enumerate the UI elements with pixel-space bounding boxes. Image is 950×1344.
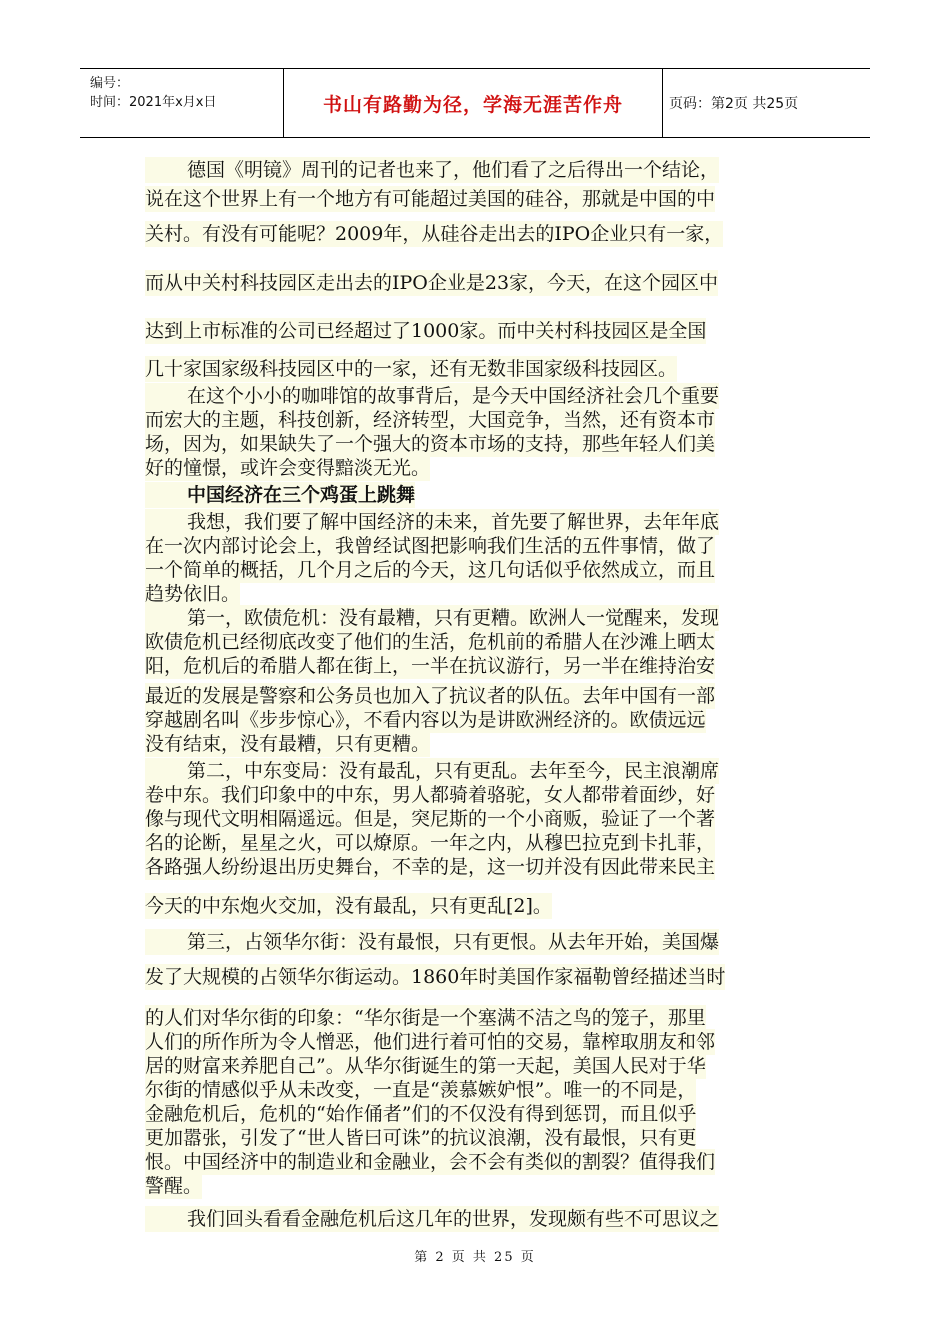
number-label: 编号： xyxy=(90,76,130,91)
header-page-info: 页码：第2页 共25页 xyxy=(669,96,799,112)
header-motto: 书山有路勤为径，学海无涯苦作舟 xyxy=(322,93,623,116)
body-line: 说在这个世界上有一个地方有可能超过美国的硅谷，那就是中国的中 xyxy=(145,188,716,210)
body-line: 几十家国家级科技园区中的一家，还有无数非国家级科技园区。 xyxy=(145,358,678,380)
section-heading: 中国经济在三个鸡蛋上跳舞 xyxy=(145,482,415,508)
body-line: 在这个小小的咖啡馆的故事背后，是今天中国经济社会几个重要 xyxy=(145,383,719,409)
body-line: 各路强人纷纷退出历史舞台，不幸的是，这一切并没有因此带来民主 xyxy=(145,856,716,878)
header-meta xyxy=(80,69,284,137)
body-line: 的人们对华尔街的印象：“华尔街是一个塞满不洁之鸟的笼子，那里 xyxy=(145,1007,706,1029)
body-line: 场，因为，如果缺失了一个强大的资本市场的支持，那些年轻人们美 xyxy=(145,433,716,455)
body-line: 第二，中东变局：没有最乱，只有更乱。去年至今，民主浪潮席 xyxy=(145,758,719,784)
body-line: 达到上市标准的公司已经超过了1000家。而中关村科技园区是全国 xyxy=(145,320,707,342)
page-footer: 第 2 页 共 25 页 xyxy=(414,1250,536,1265)
page-header xyxy=(80,68,870,138)
body-line: 最近的发展是警察和公务员也加入了抗议者的队伍。去年中国有一部 xyxy=(145,685,716,707)
body-line: 人们的所作所为令人憎恶，他们进行着可怕的交易，靠榨取朋友和邻 xyxy=(145,1031,716,1053)
body-line: 像与现代文明相隔遥远。但是，突尼斯的一个小商贩，验证了一个著 xyxy=(145,808,716,830)
body-line: 我想，我们要了解中国经济的未来，首先要了解世界，去年年底 xyxy=(145,509,719,535)
body-line: 恨。中国经济中的制造业和金融业，会不会有类似的割裂？值得我们 xyxy=(145,1151,716,1173)
body-line: 居的财富来养肥自己”。从华尔街诞生的第一天起，美国人民对于华 xyxy=(145,1055,706,1077)
body-line: 我们回头看看金融危机后这几年的世界，发现颇有些不可思议之 xyxy=(145,1206,719,1232)
time-label: 时间：2021年x月x日 xyxy=(90,95,217,110)
header-motto-cell xyxy=(284,69,663,137)
body-line: 第一，欧债危机：没有最糟，只有更糟。欧洲人一觉醒来，发现 xyxy=(145,605,719,631)
body-line: 一个简单的概括，几个月之后的今天，这几句话似乎依然成立，而且 xyxy=(145,559,716,581)
body-line: 在一次内部讨论会上，我曾经试图把影响我们生活的五件事情，做了 xyxy=(145,535,716,557)
body-line: 尔街的情感似乎从未改变，一直是“羡慕嫉妒恨”。唯一的不同是， xyxy=(145,1079,697,1101)
body-line: 发了大规模的占领华尔街运动。1860年时美国作家福勒曾经描述当时 xyxy=(145,966,726,988)
body-line: 更加嚣张，引发了“世人皆曰可诛”的抗议浪潮，没有最恨，只有更 xyxy=(145,1127,697,1149)
body-line: 警醒。 xyxy=(145,1175,203,1197)
body-line: 今天的中东炮火交加，没有最乱，只有更乱[2]。 xyxy=(145,895,552,917)
body-line: 穿越剧名叫《步步惊心》，不看内容以为是讲欧洲经济的。欧债远远 xyxy=(145,709,706,731)
body-line: 关村。有没有可能呢？2009年，从硅谷走出去的IPO企业只有一家， xyxy=(145,223,724,245)
body-line: 卷中东。我们印象中的中东，男人都骑着骆驼，女人都带着面纱，好 xyxy=(145,784,716,806)
body-line: 欧债危机已经彻底改变了他们的生活，危机前的希腊人在沙滩上晒太 xyxy=(145,631,716,653)
body-line: 阳，危机后的希腊人都在街上，一半在抗议游行，另一半在维持治安 xyxy=(145,655,716,677)
body-line: 好的憧憬，或许会变得黯淡无光。 xyxy=(145,457,431,479)
body-line: 德国《明镜》周刊的记者也来了，他们看了之后得出一个结论， xyxy=(145,157,719,183)
body-line: 没有结束，没有最糟，只有更糟。 xyxy=(145,733,431,755)
body-line: 趋势依旧。 xyxy=(145,583,241,605)
body-line: 而从中关村科技园区走出去的IPO企业是23家，今天，在这个园区中 xyxy=(145,272,719,294)
body-line: 而宏大的主题，科技创新，经济转型，大国竞争，当然，还有资本市 xyxy=(145,409,716,431)
body-line: 金融危机后，危机的“始作俑者”们的不仅没有得到惩罚，而且似乎 xyxy=(145,1103,697,1125)
body-line: 第三，占领华尔街：没有最恨，只有更恨。从去年开始，美国爆 xyxy=(145,929,719,955)
body-line: 名的论断，星星之火，可以燎原。一年之内，从穆巴拉克到卡扎菲， xyxy=(145,832,716,854)
